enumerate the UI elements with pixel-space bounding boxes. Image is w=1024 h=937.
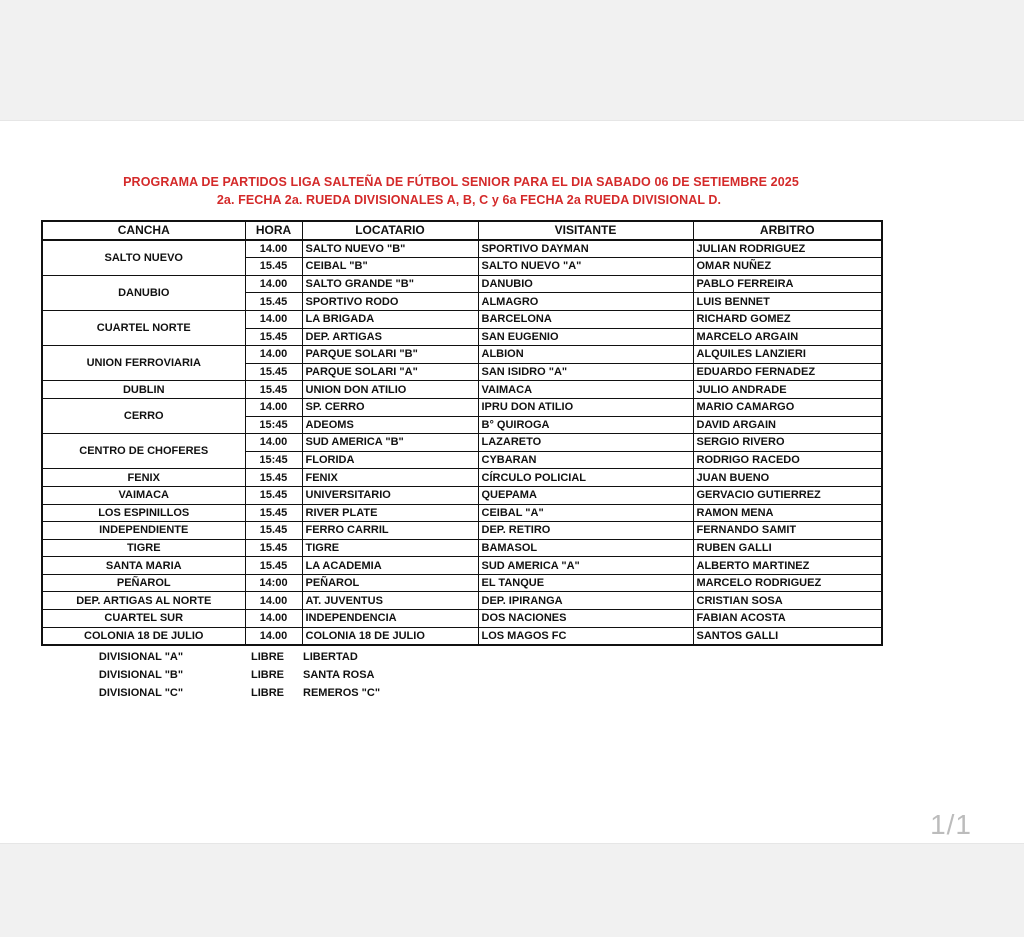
cell-hora: 14.00 (245, 398, 302, 416)
cell-visitante: DANUBIO (478, 275, 693, 293)
cell-locatario: FERRO CARRIL (302, 522, 478, 540)
table-row (42, 486, 882, 504)
libre-row (41, 648, 541, 666)
cell-cancha: LOS ESPINILLOS (42, 504, 245, 522)
cell-visitante: CEIBAL "A" (478, 504, 693, 522)
cell-locatario: PEÑAROL (302, 574, 478, 592)
schedule-table (41, 220, 883, 646)
cell-locatario: UNION DON ATILIO (302, 381, 478, 399)
cell-visitante: VAIMACA (478, 381, 693, 399)
cell-cancha: DEP. ARTIGAS AL NORTE (42, 592, 245, 610)
libre-row (41, 666, 541, 684)
cell-visitante: SUD AMERICA "A" (478, 557, 693, 575)
header-cancha: CANCHA (42, 221, 245, 240)
table-row (42, 469, 882, 487)
cell-arbitro: ALBERTO MARTINEZ (693, 557, 882, 575)
cell-cancha: COLONIA 18 DE JULIO (42, 627, 245, 645)
cell-hora: 15.45 (245, 328, 302, 346)
cell-hora: 15.45 (245, 381, 302, 399)
cell-hora: 15.45 (245, 293, 302, 311)
cell-locatario: FENIX (302, 469, 478, 487)
cell-locatario: SALTO GRANDE "B" (302, 275, 478, 293)
cell-arbitro: SANTOS GALLI (693, 627, 882, 645)
cell-cancha: CENTRO DE CHOFERES (42, 434, 245, 469)
cell-cancha: FENIX (42, 469, 245, 487)
cell-locatario: SP. CERRO (302, 398, 478, 416)
cell-arbitro: RUBEN GALLI (693, 539, 882, 557)
table-row (42, 434, 882, 452)
cell-arbitro: LUIS BENNET (693, 293, 882, 311)
cell-arbitro: JUAN BUENO (693, 469, 882, 487)
cell-hora: 14.00 (245, 275, 302, 293)
cell-cancha: CUARTEL NORTE (42, 310, 245, 345)
cell-locatario: SALTO NUEVO "B" (302, 240, 478, 258)
cell-visitante: ALBION (478, 346, 693, 364)
cell-arbitro: PABLO FERREIRA (693, 275, 882, 293)
table-row (42, 592, 882, 610)
cell-locatario: PARQUE SOLARI "A" (302, 363, 478, 381)
cell-hora: 14.00 (245, 240, 302, 258)
cell-cancha: SALTO NUEVO (42, 240, 245, 276)
cell-cancha: PEÑAROL (42, 574, 245, 592)
cell-arbitro: GERVACIO GUTIERREZ (693, 486, 882, 504)
cell-visitante: SAN EUGENIO (478, 328, 693, 346)
cell-hora: 15.45 (245, 557, 302, 575)
cell-locatario: LA ACADEMIA (302, 557, 478, 575)
table-row (42, 346, 882, 364)
cell-locatario: AT. JUVENTUS (302, 592, 478, 610)
libre-status: LIBRE (251, 669, 284, 681)
table-row (42, 522, 882, 540)
cell-locatario: LA BRIGADA (302, 310, 478, 328)
cell-locatario: PARQUE SOLARI "B" (302, 346, 478, 364)
libre-divisional: DIVISIONAL "C" (98, 687, 184, 699)
table-row (42, 398, 882, 416)
cell-visitante: B° QUIROGA (478, 416, 693, 434)
cell-arbitro: JULIAN RODRIGUEZ (693, 240, 882, 258)
cell-visitante: IPRU DON ATILIO (478, 398, 693, 416)
cell-visitante: BAMASOL (478, 539, 693, 557)
table-row (42, 240, 882, 258)
libre-list (41, 648, 541, 702)
cell-visitante: QUEPAMA (478, 486, 693, 504)
document-page (0, 120, 1024, 844)
header-visitante: VISITANTE (478, 221, 693, 240)
table-row (42, 574, 882, 592)
cell-hora: 14.00 (245, 592, 302, 610)
cell-locatario: COLONIA 18 DE JULIO (302, 627, 478, 645)
cell-visitante: SPORTIVO DAYMAN (478, 240, 693, 258)
libre-divisional: DIVISIONAL "A" (98, 651, 184, 663)
cell-visitante: DEP. RETIRO (478, 522, 693, 540)
cell-locatario: UNIVERSITARIO (302, 486, 478, 504)
cell-arbitro: RAMON MENA (693, 504, 882, 522)
cell-hora: 14:00 (245, 574, 302, 592)
cell-arbitro: FERNANDO SAMIT (693, 522, 882, 540)
schedule-body (42, 240, 882, 646)
libre-status: LIBRE (251, 651, 284, 663)
cell-locatario: RIVER PLATE (302, 504, 478, 522)
page-indicator: 1/1 (930, 809, 972, 840)
cell-arbitro: CRISTIAN SOSA (693, 592, 882, 610)
table-row (42, 275, 882, 293)
cell-cancha: SANTA MARIA (42, 557, 245, 575)
document-title: PROGRAMA DE PARTIDOS LIGA SALTEÑA DE FÚTBOL SENIOR PARA EL DIA SABADO 06 DE SETIEMBRE 2025 (123, 175, 799, 189)
cell-arbitro: MARIO CAMARGO (693, 398, 882, 416)
cell-cancha: INDEPENDIENTE (42, 522, 245, 540)
cell-cancha: UNION FERROVIARIA (42, 346, 245, 381)
table-row (42, 539, 882, 557)
cell-hora: 15:45 (245, 416, 302, 434)
cell-arbitro: EDUARDO FERNADEZ (693, 363, 882, 381)
libre-divisional: DIVISIONAL "B" (98, 669, 184, 681)
libre-team: REMEROS "C" (303, 687, 381, 699)
cell-hora: 15.45 (245, 363, 302, 381)
cell-visitante: SALTO NUEVO "A" (478, 258, 693, 276)
table-row (42, 557, 882, 575)
header-hora: HORA (245, 221, 302, 240)
cell-visitante: CÍRCULO POLICIAL (478, 469, 693, 487)
cell-hora: 15.45 (245, 258, 302, 276)
cell-cancha: CUARTEL SUR (42, 610, 245, 628)
table-header-row (42, 221, 882, 240)
cell-cancha: VAIMACA (42, 486, 245, 504)
cell-arbitro: OMAR NUÑEZ (693, 258, 882, 276)
cell-hora: 15.45 (245, 539, 302, 557)
cell-visitante: BARCELONA (478, 310, 693, 328)
table-row (42, 504, 882, 522)
cell-visitante: EL TANQUE (478, 574, 693, 592)
cell-visitante: DOS NACIONES (478, 610, 693, 628)
cell-arbitro: RICHARD GOMEZ (693, 310, 882, 328)
cell-arbitro: MARCELO ARGAIN (693, 328, 882, 346)
cell-arbitro: JULIO ANDRADE (693, 381, 882, 399)
cell-arbitro: SERGIO RIVERO (693, 434, 882, 452)
cell-arbitro: MARCELO RODRIGUEZ (693, 574, 882, 592)
cell-hora: 14.00 (245, 610, 302, 628)
cell-locatario: DEP. ARTIGAS (302, 328, 478, 346)
cell-hora: 15.45 (245, 522, 302, 540)
document-subtitle: 2a. FECHA 2a. RUEDA DIVISIONALES A, B, C y 6a FECHA 2a RUEDA DIVISIONAL D. (216, 193, 722, 207)
cell-hora: 15:45 (245, 451, 302, 469)
cell-visitante: SAN ISIDRO "A" (478, 363, 693, 381)
libre-team: LIBERTAD (303, 651, 358, 663)
libre-team: SANTA ROSA (303, 669, 375, 681)
cell-locatario: INDEPENDENCIA (302, 610, 478, 628)
cell-locatario: TIGRE (302, 539, 478, 557)
table-row (42, 610, 882, 628)
cell-arbitro: FABIAN ACOSTA (693, 610, 882, 628)
cell-locatario: ADEOMS (302, 416, 478, 434)
cell-visitante: CYBARAN (478, 451, 693, 469)
cell-cancha: DUBLIN (42, 381, 245, 399)
cell-arbitro: ALQUILES LANZIERI (693, 346, 882, 364)
cell-cancha: TIGRE (42, 539, 245, 557)
cell-visitante: ALMAGRO (478, 293, 693, 311)
header-locatario: LOCATARIO (302, 221, 478, 240)
cell-hora: 15.45 (245, 469, 302, 487)
cell-locatario: FLORIDA (302, 451, 478, 469)
cell-hora: 14.00 (245, 346, 302, 364)
cell-arbitro: DAVID ARGAIN (693, 416, 882, 434)
cell-visitante: LOS MAGOS FC (478, 627, 693, 645)
libre-row (41, 684, 541, 702)
cell-arbitro: RODRIGO RACEDO (693, 451, 882, 469)
cell-hora: 14.00 (245, 434, 302, 452)
cell-locatario: SUD AMERICA "B" (302, 434, 478, 452)
table-row (42, 627, 882, 645)
table-row (42, 310, 882, 328)
header-arbitro: ARBITRO (693, 221, 882, 240)
table-row (42, 381, 882, 399)
cell-locatario: SPORTIVO RODO (302, 293, 478, 311)
cell-cancha: DANUBIO (42, 275, 245, 310)
cell-hora: 15.45 (245, 504, 302, 522)
cell-hora: 14.00 (245, 310, 302, 328)
cell-hora: 14.00 (245, 627, 302, 645)
libre-status: LIBRE (251, 687, 284, 699)
cell-cancha: CERRO (42, 398, 245, 433)
cell-hora: 15.45 (245, 486, 302, 504)
cell-visitante: LAZARETO (478, 434, 693, 452)
cell-locatario: CEIBAL "B" (302, 258, 478, 276)
cell-visitante: DEP. IPIRANGA (478, 592, 693, 610)
